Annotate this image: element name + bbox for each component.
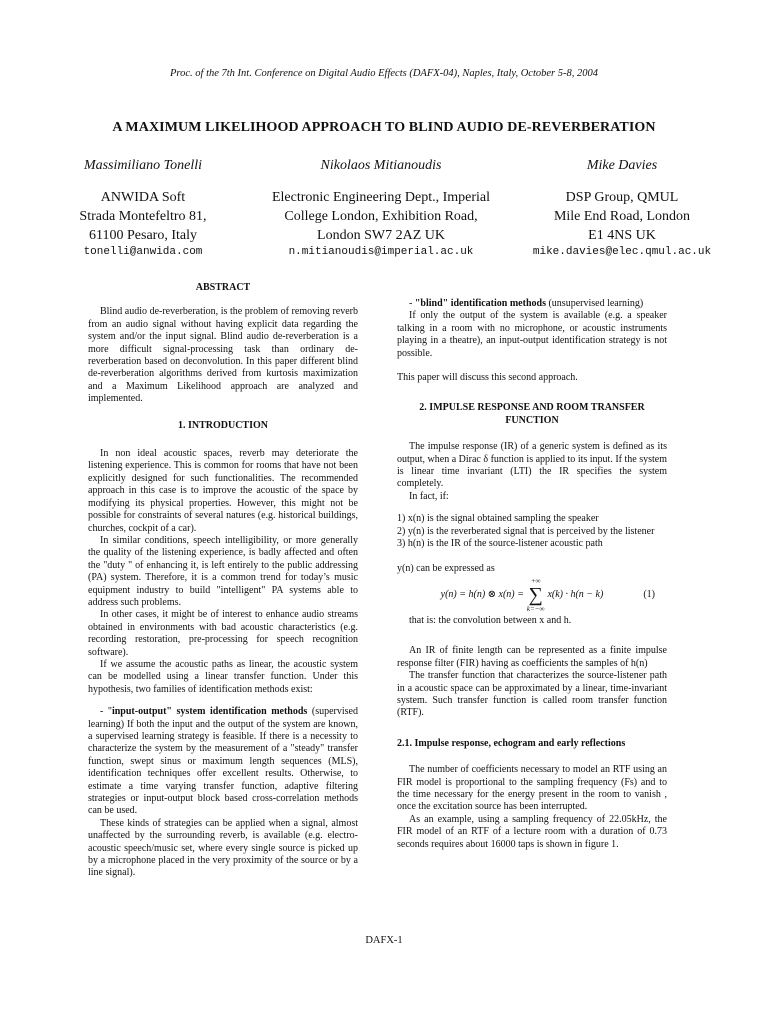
author-email[interactable]: tonelli@anwida.com [83, 246, 203, 258]
in-fact-line: In fact, if: [409, 490, 449, 502]
affiliation-line: 61100 Pesaro, Italy [89, 228, 197, 243]
input-output-term: input-output" system identification methods [111, 706, 308, 718]
convolution-sentence: that is: the convolution between x and h. [409, 614, 572, 626]
equation-body [441, 577, 604, 613]
author-email[interactable]: mike.davies@elec.qmul.ac.uk [532, 246, 712, 258]
approach-sentence: This paper will discuss this second approach. [397, 372, 578, 384]
affiliation-line: Electronic Engineering Dept., Imperial [271, 190, 491, 205]
affiliation-line: Mile End Road, London [553, 209, 691, 224]
equation-lhs: y(n) = h(n) ⊗ x(n) = [440, 588, 524, 600]
equation-rhs: x(k) · h(n − k) [547, 588, 604, 600]
abstract-heading: ABSTRACT [195, 282, 251, 293]
affiliation-line: ANWIDA Soft [100, 190, 186, 205]
right-column [397, 298, 667, 851]
author-2 [246, 158, 516, 259]
page-number: DAFX-1 [365, 935, 403, 946]
sum-upper-limit: +∞ [530, 576, 541, 585]
author-1 [40, 158, 246, 259]
affiliation-line: DSP Group, QMUL [565, 190, 679, 205]
conference-header: Proc. of the 7th Int. Conference on Digital Audio Effects (DAFX-04), Naples, Italy, October 5-8, 2004 [170, 68, 598, 79]
list-item: 2) y(n) is the reverberated signal that is perceived by the listener [397, 525, 655, 537]
equation-1 [397, 575, 667, 615]
left-column [88, 282, 358, 880]
summation-symbol [527, 577, 545, 613]
author-email[interactable]: n.mitianoudis@imperial.ac.uk [288, 246, 474, 258]
intro-paragraph: In similar conditions, speech intelligibility, or more generally the quality of the listening experience, is badly affected and often the "duty " of enhancing it, is left entirely to the public addressing (PA) system. Therefore, it is a common trend for today’s music equipment industry to build "intelligent" PA systems able to address such problems. [88, 534, 358, 608]
section-2-heading-line: FUNCTION [505, 414, 559, 426]
list-item: 3) h(n) is the IR of the source-listener acoustic path [397, 538, 603, 550]
author-name: Massimiliano Tonelli [83, 158, 203, 173]
input-output-paragraph [88, 706, 358, 818]
author-name: Nikolaos Mitianoudis [320, 158, 442, 173]
subsection-2-1-heading: 2.1. Impulse response, echogram and early reflections [397, 737, 626, 749]
subsection-paragraph: As an example, using a sampling frequency of 22.05kHz, the FIR model of an RTF of a lecture room with a duration of 0.73 seconds requires about 16000 taps is shown in figure 1. [397, 813, 667, 850]
affiliation-line: London SW7 2AZ UK [317, 228, 445, 243]
sum-lower-limit: k=−∞ [526, 604, 545, 613]
affiliation-line: E1 4NS UK [588, 228, 656, 243]
abstract-text: Blind audio de-reverberation, is the problem of removing reverb from an audio signal without having explicit data regarding the system and/or the input signal. Blind audio de-reverberation is a more difficult signal-processing task than ordinary de-reverberation based on deconvolution. In this paper different blind de-reverberation algorithms derived from kurtosis maximization and a Maximum Likelihood approach are analyzed and implemented. [88, 306, 358, 405]
list-dash: - " [100, 706, 112, 718]
blind-paragraph: If only the output of the system is available (e.g. a speaker talking in a room with no microphone, or acoustic instruments playing in a theatre), an input-output identification strategy is not possible. [397, 310, 667, 359]
intro-paragraph: These kinds of strategies can be applied when a signal, almost unaffected by the surrounding reverb, is available (e.g. electro-acoustic speech/music set, where every single source is picked up by a microphone placed in the very proximity of the source or by a line signal). [88, 817, 358, 879]
intro-paragraph: If we assume the acoustic paths as linear, the acoustic system can be modelled using a linear transfer function. Under this hypothesis, two families of identification methods exist: [88, 658, 358, 695]
list-dash: - [409, 298, 415, 309]
section-2-heading-line: 2. IMPULSE RESPONSE AND ROOM TRANSFER [419, 402, 645, 414]
equation-number: (1) [643, 588, 655, 600]
intro-paragraph: In other cases, it might be of interest to enhance audio streams obtained in environments with bad acoustic characteristics (e.g. recording restoration, pre-processing for speech recognition software). [88, 609, 358, 658]
author-block [40, 158, 728, 259]
rtf-paragraph: The transfer function that characterizes the source-listener path in a acoustic space can be approximated by a linear, time-invariant system. Such transfer function is called room transfer function (RTF). [397, 670, 667, 719]
intro-paragraph: In non ideal acoustic spaces, reverb may deteriorate the listening experience. This is common for rooms that have not been explicitly designed for such functionalities. The recommended approach in this case is to improve the acoustic of the space by modifying its physical properties. However, this might not be possible for constraints of several natures (e.g. historical buildings, churches, cockpit of a car). [88, 448, 358, 534]
introduction-heading: 1. INTRODUCTION [177, 419, 268, 431]
list-item: 1) x(n) is the signal obtained sampling the speaker [397, 513, 599, 525]
section-2-heading [397, 402, 667, 427]
author-3 [516, 158, 728, 259]
affiliation-line: Strada Montefeltro 81, [79, 209, 207, 224]
paper-title: A MAXIMUM LIKELIHOOD APPROACH TO BLIND AUDIO DE-REVERBERATION [112, 120, 656, 135]
blind-heading-line [397, 298, 667, 310]
ir-paragraph: The impulse response (IR) of a generic system is defined as its output, when a Dirac δ function is applied to its input. If the system is linear time invariant (LTI) the IR specifies the system completely. [397, 441, 667, 490]
fir-paragraph: An IR of finite length can be represented as a finite impulse response filter (FIR) having as coefficients the samples of h(n) [397, 645, 667, 669]
blind-term: "blind" identification methods [414, 298, 546, 309]
affiliation-line: College London, Exhibition Road, [284, 209, 478, 224]
expression-intro: y(n) can be expressed as [397, 562, 495, 574]
subsection-paragraph: The number of coefficients necessary to model an RTF using an FIR model is proportional to the sampling frequency (Fs) and to the time necessary for the energy present in the room to vanish , once the excitation source has been interrupted. [397, 764, 667, 813]
blind-label: (unsupervised learning) [545, 298, 644, 309]
author-name: Mike Davies [586, 158, 658, 173]
input-output-text: (supervised learning) If both the input and the output of the system are known, a supervised learning strategy is feasible. If there is a necessity to characterize the system by the measurement of a "steady" transfer function, swept sinus or maximum length sequences (MLS), identification techniques offer excellent results. Otherwise, to estimate a time varying transfer function, adaptive filtering strategies or input-output block based cross-correlation methods can be used. [88, 706, 358, 817]
sigma-icon: ∑ [528, 583, 543, 606]
